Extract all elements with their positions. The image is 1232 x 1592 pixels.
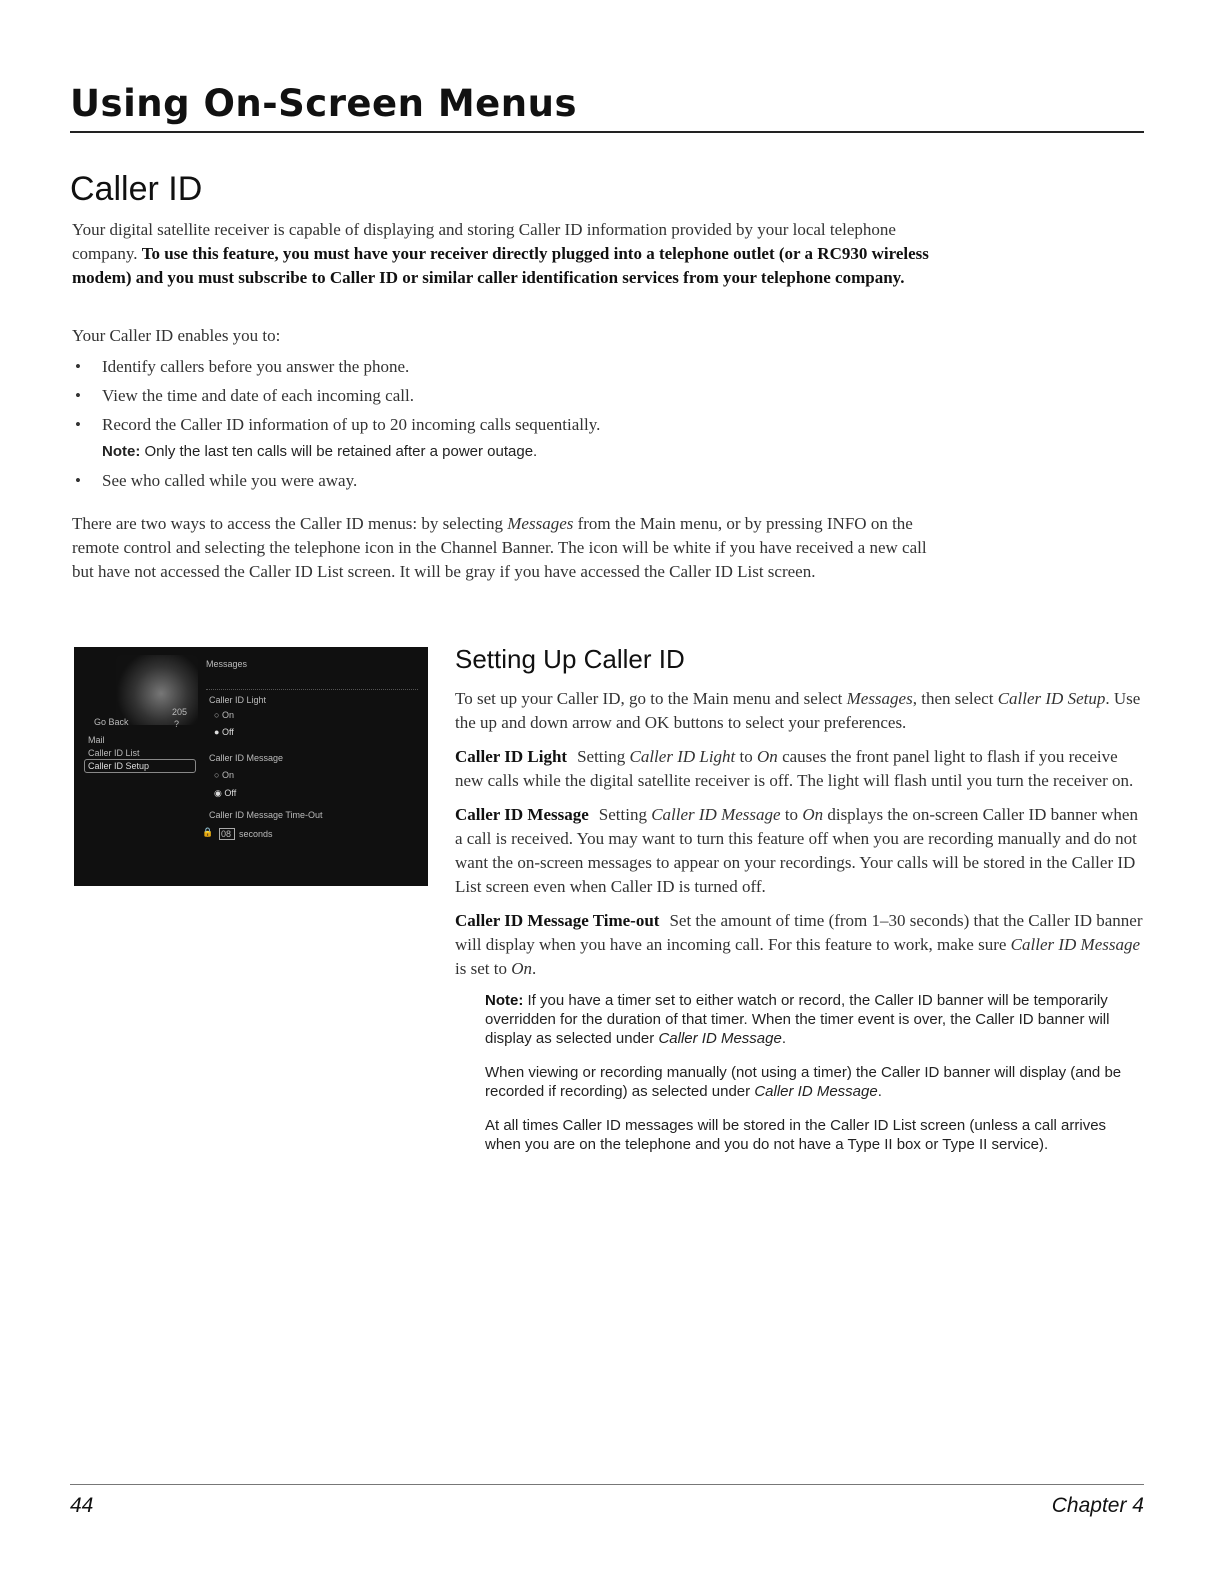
access-text: There are two ways to access the Caller ID menus: by selecting — [72, 514, 508, 533]
chapter-label: Chapter 4 — [1051, 1494, 1144, 1517]
text: Setting — [598, 805, 652, 824]
screen-timeout-label: Caller ID Message Time-Out — [209, 810, 323, 820]
text: . Use the up and down arrow and OK buttons to select your preferences. — [455, 689, 1141, 732]
list-item: • View the time and date of each incoming call. — [72, 385, 932, 407]
screen-left-item: Caller ID List — [88, 748, 140, 758]
page-number: 44 — [70, 1494, 94, 1517]
list-item: • See who called while you were away. — [72, 470, 932, 492]
lock-icon: 🔒 — [202, 827, 214, 837]
screen-light-off: ● Off — [214, 727, 234, 737]
text: Setting — [577, 747, 630, 766]
messages-term: Messages — [846, 689, 913, 708]
option-label: Off — [221, 727, 234, 737]
term-em: On — [757, 747, 778, 766]
term-em: Caller ID Light — [629, 747, 736, 766]
option-label: Off — [224, 788, 237, 798]
term-em: On — [511, 959, 532, 978]
screen-timeout-unit: seconds — [239, 829, 273, 839]
text: , then select — [912, 689, 998, 708]
text: . — [877, 1083, 882, 1100]
text: . — [781, 1030, 786, 1047]
note-text: Only the last ten calls will be retained after a power outage. — [140, 443, 538, 460]
text: to — [780, 805, 803, 824]
setup-section — [455, 640, 1145, 1169]
screen-message-off: ◉ Off — [214, 788, 237, 798]
screen-go-back: Go Back — [94, 717, 129, 727]
option-label: On — [221, 770, 234, 780]
caller-id-message-paragraph — [455, 803, 1145, 899]
intro-plain: Your digital satellite receiver is capable of displaying and storing Caller ID information provided by your local telephone company. — [72, 220, 896, 263]
messages-menu-screenshot — [74, 647, 428, 886]
text: to — [735, 747, 758, 766]
screen-timeout-value: 08 — [221, 829, 232, 839]
term-heading: Caller ID Message — [455, 805, 589, 824]
option-label: On — [221, 710, 234, 720]
screen-menu-header: Messages — [206, 659, 248, 669]
section-title: Caller ID — [70, 170, 203, 208]
list-item: • Identify callers before you answer the phone. — [72, 356, 932, 378]
note-manual — [485, 1063, 1125, 1101]
term-heading: Caller ID Message Time-out — [455, 911, 660, 930]
note-storage: At all times Caller ID messages will be stored in the Caller ID List screen (unless a call arrives when you are on the telephone and you do not have a Type II box or Type II service). — [485, 1117, 1107, 1153]
setup-title: Setting Up Caller ID — [455, 644, 685, 674]
screen-message-on: ○ On — [214, 770, 234, 780]
text: When viewing or recording manually (not using a timer) the Caller ID banner will display (and be recorded if recording) as selected under — [485, 1064, 1122, 1100]
intro-bold: To use this feature, you must have your receiver directly plugged into a telephone outlet (or a RC930 wireless modem) and you must subscribe to Caller ID or similar caller identification services from your telephone company. — [72, 244, 929, 287]
screen-divider — [206, 689, 418, 690]
messages-term: Messages — [507, 514, 574, 533]
screen-light-on: ○ On — [214, 710, 234, 720]
screen-channel: 205 — [172, 707, 188, 717]
page-header-title: Using On-Screen Menus — [70, 82, 577, 125]
term-em: Caller ID Message — [658, 1030, 782, 1047]
note-label: Note: — [485, 992, 524, 1009]
term-em: Caller ID Message — [651, 805, 781, 824]
caller-id-light-paragraph — [455, 745, 1145, 793]
list-item: • Record the Caller ID information of up to 20 incoming calls sequentially. — [72, 414, 932, 436]
screen-light-label: Caller ID Light — [209, 695, 267, 705]
note-timer — [485, 991, 1125, 1048]
access-text: from the Main menu, or by pressing INFO on the remote control and selecting the telephone icon in the Channel Banner. The icon will be white if you have received a new call but have not accessed the Caller ID List screen. It will be gray if you have accessed the Caller ID List screen. — [72, 514, 927, 581]
feature-list — [72, 356, 932, 499]
term-em: On — [802, 805, 824, 824]
screen-help: ? — [174, 719, 180, 729]
header-divider — [70, 131, 1144, 133]
text: is set to — [455, 959, 512, 978]
intro-paragraph — [72, 218, 952, 290]
text: If you have a timer set to either watch or record, the Caller ID banner will be temporarily overridden for the duration of that timer. When the timer event is over, the Caller ID banner will display as selected under — [485, 992, 1110, 1047]
enables-text: Your Caller ID enables you to: — [72, 326, 281, 345]
term-em: Caller ID Message — [754, 1083, 878, 1100]
access-paragraph — [72, 512, 932, 584]
text: causes the front panel light to flash if you receive new calls while the digital satellite receiver is off. The light will flash until you turn the receiver on. — [455, 747, 1134, 790]
screen-message-label: Caller ID Message — [209, 753, 284, 763]
setup-term: Caller ID Setup — [997, 689, 1106, 708]
setup-intro — [455, 687, 1145, 735]
screen-left-item: Mail — [88, 735, 105, 745]
caller-id-timeout-paragraph — [455, 909, 1145, 981]
text: To set up your Caller ID, go to the Main menu and select — [455, 689, 847, 708]
term-heading: Caller ID Light — [455, 747, 568, 766]
note-label: Note: — [102, 443, 141, 460]
term-em: Caller ID Message — [1010, 935, 1141, 954]
screen-left-item-selected: Caller ID Setup — [88, 761, 150, 771]
text: displays the on-screen Caller ID banner when a call is received. You may want to turn this feature off when you are recording manually and do not want the on-screen messages to appear on your recordings. Your calls will be stored in the Caller ID List screen even when Caller ID is turned off. — [455, 805, 1138, 896]
text: . — [531, 959, 537, 978]
list-note — [72, 441, 932, 463]
text: Set the amount of time (from 1–30 seconds) that the Caller ID banner will display when you have an incoming call. For this feature to work, make sure — [455, 911, 1143, 954]
notes-block — [485, 991, 1125, 1154]
footer-divider — [70, 1484, 1144, 1485]
